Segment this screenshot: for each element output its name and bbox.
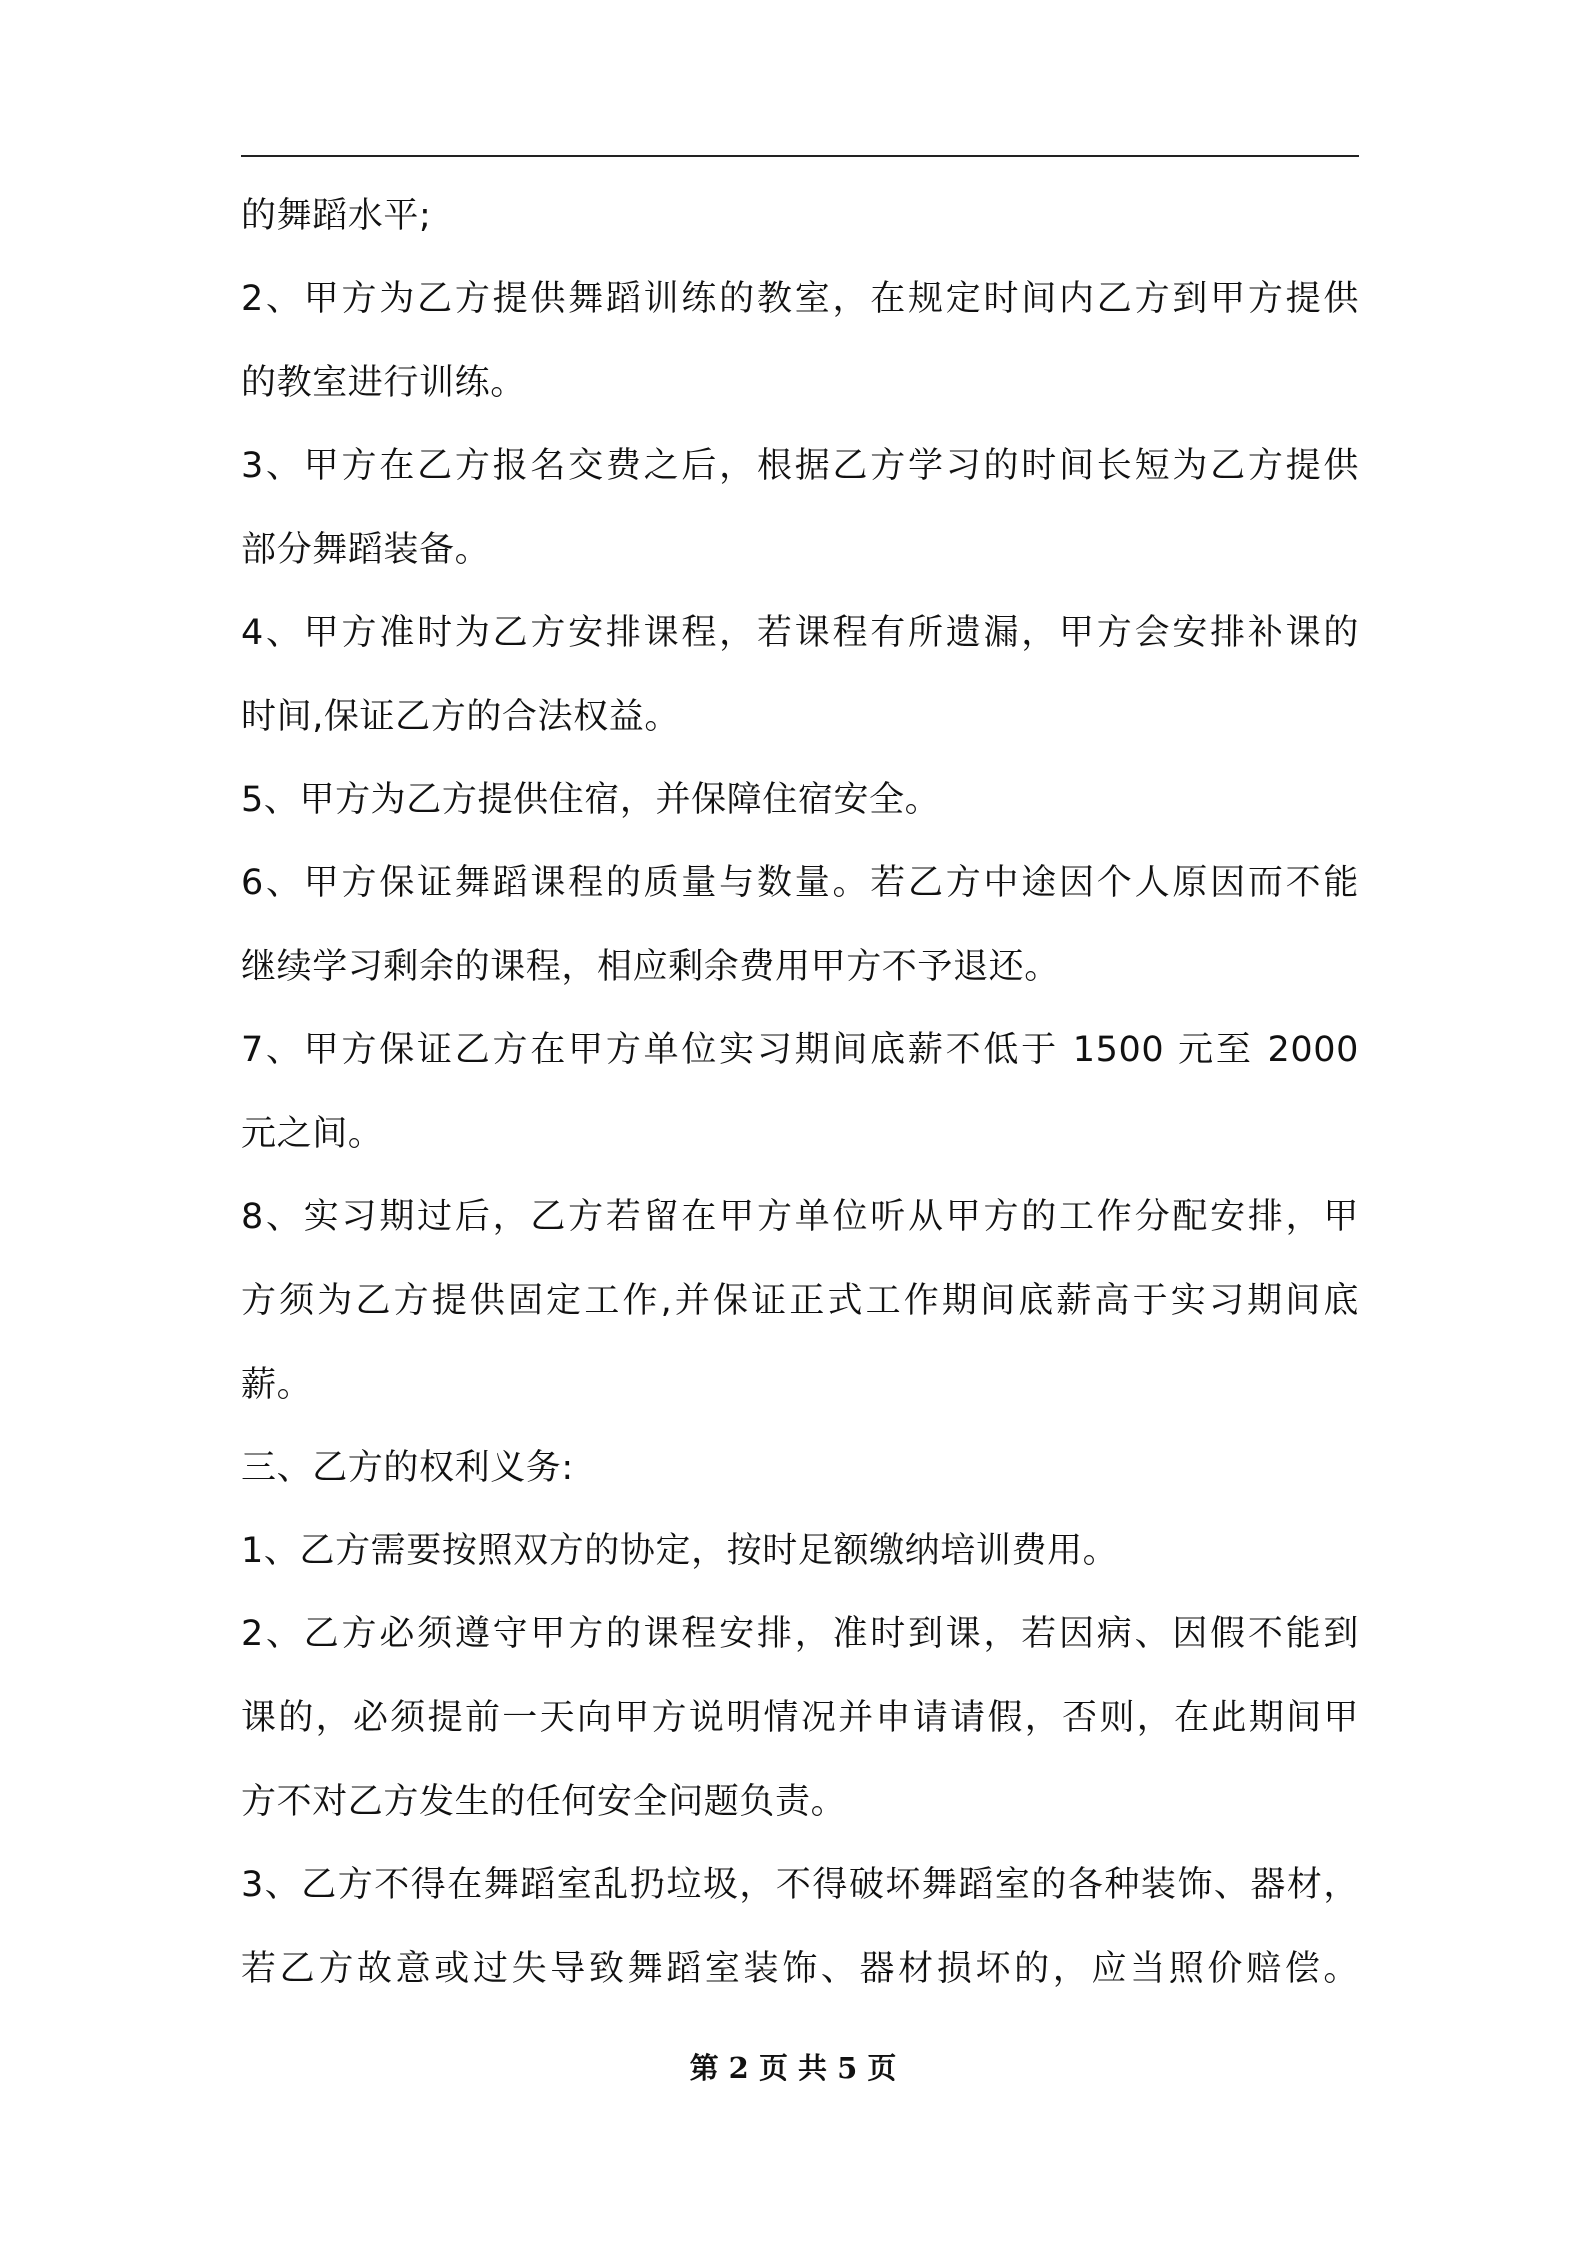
text-line-21: 3、乙方不得在舞蹈室乱扔垃圾，不得破坏舞蹈室的各种装饰、器材， (241, 1865, 1359, 1905)
header-rule (241, 155, 1359, 157)
text-line-18: 2、乙方必须遵守甲方的课程安排，准时到课，若因病、因假不能到 (241, 1614, 1359, 1654)
text-line-17: 1、乙方需要按照双方的协定，按时足额缴纳培训费用。 (241, 1531, 1119, 1571)
text-line-20: 方不对乙方发生的任何安全问题负责。 (241, 1782, 847, 1822)
text-line-22: 若乙方故意或过失导致舞蹈室装饰、器材损坏的，应当照价赔偿。 (241, 1949, 1359, 1989)
text-line-12: 元之间。 (241, 1114, 384, 1154)
text-line-8: 5、甲方为乙方提供住宿，并保障住宿安全。 (241, 780, 941, 820)
page-number: 第 2 页 共 5 页 (689, 2051, 897, 2085)
text-line-19: 课的，必须提前一天向甲方说明情况并申请请假，否则，在此期间甲 (241, 1698, 1359, 1738)
document-body (241, 195, 1359, 1990)
text-line-13: 8、实习期过后，乙方若留在甲方单位听从甲方的工作分配安排，甲 (241, 1197, 1359, 1237)
text-line-3: 的教室进行训练。 (241, 363, 526, 403)
text-line-4: 3、甲方在乙方报名交费之后，根据乙方学习的时间长短为乙方提供 (241, 446, 1359, 486)
text-line-11: 7、甲方保证乙方在甲方单位实习期间底薪不低于 1500 元至 2000 (241, 1030, 1359, 1070)
text-line-6: 4、甲方准时为乙方安排课程，若课程有所遗漏，甲方会安排补课的 (241, 613, 1359, 653)
text-line-1: 的舞蹈水平; (241, 196, 432, 236)
text-line-7: 时间,保证乙方的合法权益。 (241, 697, 680, 737)
text-line-9: 6、甲方保证舞蹈课程的质量与数量。若乙方中途因个人原因而不能 (241, 863, 1359, 903)
text-line-10: 继续学习剩余的课程，相应剩余费用甲方不予退还。 (241, 947, 1060, 987)
text-line-15: 薪。 (241, 1365, 313, 1405)
text-line-5: 部分舞蹈装备。 (241, 530, 491, 570)
text-line-14: 方须为乙方提供固定工作,并保证正式工作期间底薪高于实习期间底 (241, 1281, 1359, 1321)
text-line-2: 2、甲方为乙方提供舞蹈训练的教室，在规定时间内乙方到甲方提供 (241, 279, 1359, 319)
section-heading: 三、乙方的权利义务: (241, 1448, 574, 1488)
